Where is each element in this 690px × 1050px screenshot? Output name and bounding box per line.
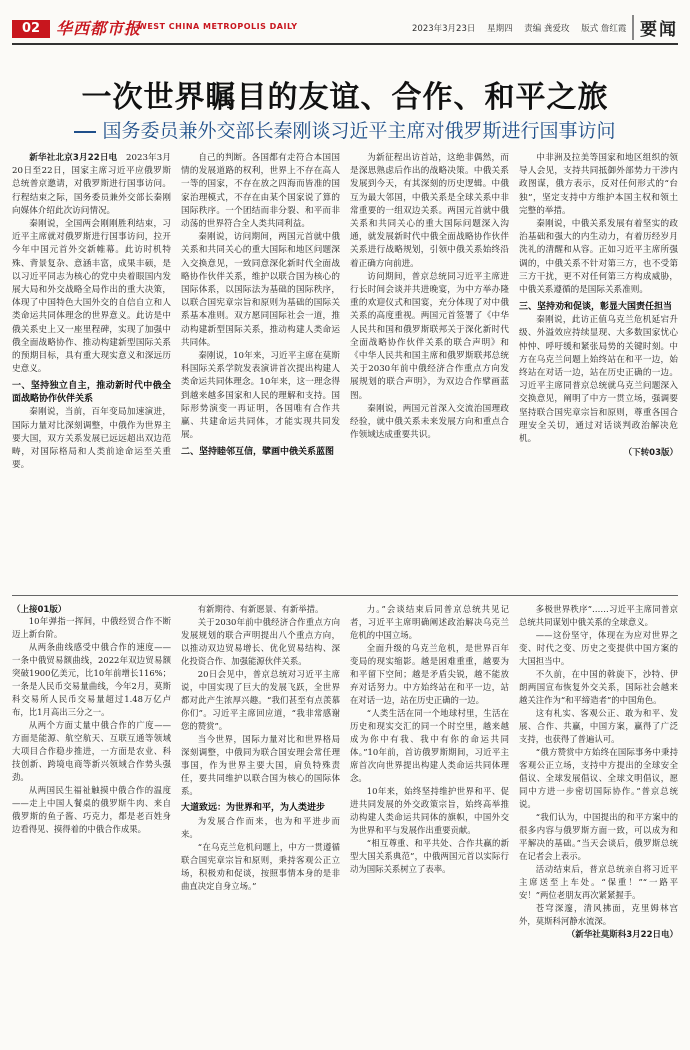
- article-column-4: [519, 152, 678, 587]
- paragraph: 20日会见中，普京总统对习近平主席说，中国实现了巨大的发展飞跃，全世界都对此产生浓厚兴趣。“我们甚至有点羡慕你们”。习近平主席回应道，“我非常感谢您的赞赏”。: [181, 669, 340, 731]
- section-divider: [12, 595, 678, 596]
- paragraph: “我们认为，中国提出的和平方案中的很多内容与俄罗斯方面一致，可以成为和平解决的基础。”当天会谈后，俄罗斯总统在记者会上表示。: [519, 812, 678, 861]
- issue-date: 2023年3月23日: [412, 24, 476, 34]
- issue-weekday: 星期四: [487, 24, 513, 34]
- paragraph: 从两国民生福祉触摸中俄合作的温度——走上中国人餐桌的俄罗斯牛肉、来自俄罗斯的鱼子酱、巧克力，都是老百姓身边看得见、摸得着的中俄合作成果。: [12, 785, 171, 834]
- subheadline-wrap: [0, 116, 690, 143]
- paragraph: 秦刚说，此访正值乌克兰危机延宕升级、外溢效应持续显现、大多数国家忧心忡忡、呼吁缓和紧张局势的关键时刻。中方在乌克兰问题上始终站在和平一边，始终站在对话一边，站在历史正确的一边。习近平主席同普京总统就乌克兰问题深入交换意见，阐明了中方一贯立场，强调要坚持联合国宪章宗旨和原则，尊重各国合理安全关切，通过对话谈判政治解决危机。: [519, 315, 678, 445]
- headline: 一次世界瞩目的友谊、合作、和平之旅: [81, 80, 609, 115]
- paragraph: 10年来，始终坚持维护世界和平、促进共同发展的外交政策宗旨，始终高举推动构建人类命运共同体的旗帜，中国外交为世界和平与发展作出重要贡献。: [350, 786, 509, 835]
- paragraph: 从两个方面丈量中俄合作的广度——方面是能源、航空航天、互联互通等领域大项目合作稳步推进，一方面是农业、科技创新、跨境电商等新兴领域合作势头强劲。: [12, 720, 171, 782]
- paragraph: 全面升级的乌克兰危机，是世界百年变局的现实缩影。越是困难重重，越要为和平留下空间；越是矛盾尖锐，越不能放弃对话努力。中方始终站在和平一边，站在对话一边，站在历史正确的一边。: [350, 643, 509, 705]
- section-title: 要闻: [632, 15, 678, 40]
- paragraph: “相互尊重、和平共处、合作共赢的新型大国关系典范”，中俄两国元首以实际行动为国际关系树立了表率。: [350, 838, 509, 874]
- article-column-7: [350, 603, 509, 1043]
- paragraph: 秦刚说，中俄关系发展有着坚实的政治基础和强大的内生动力，有着历经岁月洗礼的清醒和从容。正如习近平主席所强调的，中俄关系不针对第三方，也不受第三方干扰，更不对任何第三方构成威胁，中俄关系遵循的是国际关系准则。: [519, 219, 678, 296]
- source-credit: （新华社莫斯科3月22日电）: [566, 930, 678, 940]
- paragraph: 秦刚说，全国两会刚刚胜利结束，习近平主席就对俄罗斯进行国事访问，拉开今年中国元首外交新帷幕。此访时机特殊、背景复杂、意涵丰富，成果丰硕，是以习近平同志为核心的党中央着眼国内发展大局和外交战略全局作出的重大决策，体现了中国特色大国外交的自信自立和人类命运共同体理念的世界意义。此访是中俄关系史上又一座里程碑，实现了加强中俄全面战略协作、推动构建新型国际关系的预期目标，具有重大现实意义和深远历史意义。: [12, 219, 171, 375]
- section-heading: 大道致远：为世界和平，为人类进步: [181, 803, 326, 813]
- article-column-2: [181, 152, 340, 587]
- section-heading: 二、坚持睦邻互信，擘画中俄关系蓝图: [181, 447, 335, 458]
- paragraph: 10年弹指一挥间，中俄经贸合作不断迈上新台阶。: [12, 616, 171, 639]
- article-column-5: [12, 603, 171, 1043]
- paragraph: ——这份坚守，体现在为应对世界之变、时代之变、历史之变提供中国方案的大国担当中。: [519, 630, 678, 666]
- paragraph: 秦刚说，当前，百年变局加速演进，国际力量对比深刻调整，中俄作为世界主要大国，双方关系发展已远远超出双边范畴，对国际格局和人类前途命运至关重要。: [12, 407, 171, 471]
- paragraph: 从两条曲线感受中俄合作的速度——一条中俄贸易额曲线，2022年双边贸易额突破1900亿美元，比10年前增长116%；一条是人民币交易量曲线，今年2月，莫斯科交易所人民币交易量超过1.48万亿卢布，比1月高出三分之一。: [12, 642, 171, 717]
- article-column-8: [519, 603, 678, 1043]
- section-heading: 一、坚持独立自主，推动新时代中俄全面战略协作伙伴关系: [12, 381, 171, 405]
- dateline: 新华社北京3月22日电: [29, 153, 118, 163]
- page-number: 02: [12, 20, 50, 38]
- paragraph: 为新征程出访首站，这绝非偶然，而是深思熟虑后作出的战略决策。中俄关系发展到今天，有其深刻的历史逻辑。中俄互为最大邻国，中俄关系是全球关系中非常重要的一组双边关系。两国元首就中俄关系和共同关心的重大国际问题深入沟通，就发展新时代中俄全面战略协作伙伴关系进行战略规划，引领中俄关系始终沿着正确方向前进。: [350, 153, 509, 269]
- article-column-1: [12, 152, 171, 587]
- section-heading: 三、坚持劝和促谈，彰显大国责任担当: [519, 302, 673, 313]
- subheadline: 国务委员兼外交部长秦刚谈习近平主席对俄罗斯进行国事访问: [102, 120, 616, 142]
- paragraph: 当今世界，国际力量对比和世界格局深刻调整，中俄同为联合国安理会常任理事国，作为世界主要大国，肩负特殊责任，要共同维护以联合国为核心的国际体系。: [181, 734, 340, 796]
- article-column-6: [181, 603, 340, 1043]
- paragraph: 访问期间，普京总统同习近平主席进行长时间会谈并共进晚宴，为中方举办隆重的欢迎仪式和国宴，充分体现了对中俄关系的高度重视。两国元首签署了《中华人民共和国和俄罗斯联邦关于深化新时代全面战略协作伙伴关系的联合声明》和《中华人民共和国主席和俄罗斯联邦总统关于2030年前中俄经济合作重点方向发展规划的联合声明》，为双边合作擘画蓝图。: [350, 271, 509, 401]
- subheadline-dash: [74, 131, 96, 133]
- bottom-article-columns: [12, 603, 678, 1043]
- article-column-3: [350, 152, 509, 587]
- paragraph: 活动结束后，普京总统亲自将习近平主席送至上车处。“保重！”“一路平安！”两位老朋友再次紧紧握手。: [519, 864, 678, 900]
- paragraph: 为发展合作而来，也为和平进步而来。: [181, 816, 340, 839]
- paragraph: 秦刚说，访问期间，两国元首就中俄关系和共同关心的重大国际和地区问题深入交换意见，一致同意深化新时代全面战略协作伙伴关系，维护以联合国为核心的国际体系，以国际法为基础的国际秩序，以联合国宪章宗旨和原则为基础的国际关系基本准则。双方愿同国际社会一道，推动构建新型国际关系，推动构建人类命运共同体。: [181, 232, 340, 348]
- continued-from-note: （上接01版）: [12, 605, 67, 615]
- paragraph: 中非洲及拉美等国家和地区组织的领导人会见，支持共同抵御外部势力干涉内政图谋，俄方表示，反对任何形式的“台独”，坚定支持中方维护本国主权和领土完整的举措。: [519, 153, 678, 216]
- top-article-columns: [12, 152, 678, 587]
- paragraph: 秦刚说，10年来，习近平主席在莫斯科国际关系学院发表演讲首次提出构建人类命运共同体理念。10年来，这一理念得到越来越多国家和人民的理解和支持。国际形势演变一再证明，各国唯有合作共赢、共建命运共同体，才能实现共同发展。: [181, 351, 340, 441]
- paragraph: 有新期待、有新愿景、有新举措。: [197, 604, 324, 614]
- paragraph: 不久前，在中国的斡旋下，沙特、伊朗两国宣布恢复外交关系，国际社会越来越关注作为“和平缔造者”的中国角色。: [519, 669, 678, 705]
- issue-editor: 责编 龚爱玫: [524, 24, 570, 34]
- paragraph: 多极世界秩序”……习近平主席同普京总统共同谋划中俄关系的全球意义。: [519, 604, 678, 627]
- newspaper-logo-en: WEST CHINA METROPOLIS DAILY: [138, 22, 298, 31]
- masthead: [0, 0, 690, 42]
- paragraph: “俄方赞赏中方始终在国际事务中秉持客观公正立场，支持中方提出的全球安全倡议、全球发展倡议、全球文明倡议，愿同中方进一步密切国际协作。”普京总统说。: [519, 747, 678, 809]
- paragraph: 秦刚说，两国元首深入交流治国理政经验，就中俄关系未来发展方向和重点合作领域达成重要共识。: [350, 403, 509, 441]
- issue-layout: 版式 詹红霞: [581, 24, 627, 34]
- paragraph: “人类生活在同一个地球村里，生活在历史和现实交汇的同一个时空里，越来越成为你中有我、我中有你的命运共同体。”10年前，首访俄罗斯期间，习近平主席首次向世界提出构建人类命运共同体理念。: [350, 708, 509, 783]
- issue-meta: [412, 22, 635, 34]
- continued-note: （下转03版）: [623, 448, 678, 459]
- paragraph: 力。”会谈结束后同普京总统共见记者，习近平主席明确阐述政治解决乌克兰危机的中国立场。: [350, 604, 509, 640]
- paragraph: 新华社北京3月22日电 2023年3月20日至22日，国家主席习近平应俄罗斯总统普京邀请，对俄罗斯进行国事访问。行程结束之际，国务委员兼外交部长秦刚向媒体介绍此次访问情况。: [12, 153, 171, 216]
- paragraph: “在乌克兰危机问题上，中方一贯遵循联合国宪章宗旨和原则，秉持客观公正立场，积极劝和促谈，按照事情本身的是非曲直决定自身立场。”: [181, 842, 340, 891]
- paragraph: 关于2030年前中俄经济合作重点方向发展规划的联合声明提出八个重点方向，以推动双边贸易增长、优化贸易结构、深化投资合作、加强能源伙伴关系。: [181, 617, 340, 666]
- newspaper-logo: 华西都市报: [56, 19, 142, 38]
- paragraph: 自己的判断。各国都有走符合本国国情的发展道路的权利，世界上不存在高人一等的国家，不存在放之四海而皆准的国家治理模式，不存在由某个国家说了算的国际秩序。一个团结而非分裂、和平而非动荡的世界符合全人类共同利益。: [181, 153, 340, 230]
- paragraph: 这有札实、客观公正、敢为和平、发展、合作、共赢，中国方案，赢得了广泛支持，也获得了普遍认可。: [519, 708, 678, 744]
- header-rule: [12, 43, 678, 45]
- paragraph: 苍穹深邃，清风拂面，克里姆林宫外，莫斯科河静水流深。: [519, 903, 678, 926]
